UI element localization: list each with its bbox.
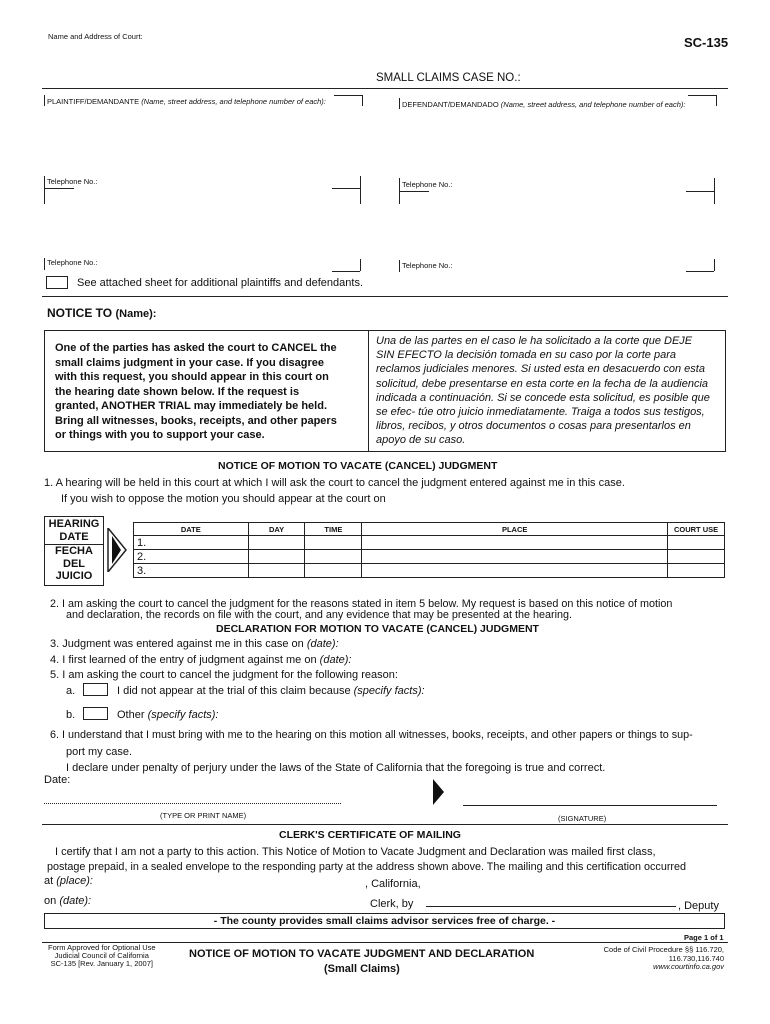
plaintiff-corner-h [334, 95, 362, 96]
tel4-bracket [399, 260, 400, 272]
header-bottom-divider [42, 296, 728, 297]
notice-spanish-line: libros, recibos, y otros documentos o cosas para presentarlos en [376, 420, 691, 433]
court-use-cell [668, 550, 725, 564]
tel2-bracket [44, 258, 45, 270]
defendant-title: DEFENDANT/DEMANDADO [402, 100, 499, 109]
plaintiff-title: PLAINTIFF/DEMANDANTE [47, 97, 140, 106]
day-cell[interactable] [248, 550, 305, 564]
at-label: at [44, 875, 54, 887]
plaintiff-hint: (Name, street address, and telephone number of each): [141, 97, 326, 106]
time-cell[interactable] [305, 536, 362, 550]
clerk-line-2: postage prepaid, in a sealed envelope to the responding party at the address shown above. The mailing and this certification occurred [47, 861, 687, 873]
motion-item-1: 1. A hearing will be held in this court at which I will ask the court to cancel the judgment entered against me in this case. [44, 477, 625, 489]
time-cell[interactable] [305, 550, 362, 564]
page-number: Page 1 of 1 [684, 933, 724, 942]
tel1-line [44, 188, 74, 189]
hearing-label: HEARING [48, 518, 100, 530]
date-hint: (date): [59, 895, 92, 907]
clerk-by-label: Clerk, by [370, 898, 414, 910]
attached-sheet-label: See attached sheet for additional plaintiffs and defendants. [77, 277, 364, 289]
declaration-item-5: 5. I am asking the court to cancel the judgment for the following reason: [50, 669, 398, 681]
item5b-text: Other [117, 709, 145, 721]
tel1-bracket [44, 176, 45, 204]
notice-spanish-line: indicada a continuación. Si se concede esta solicitud, es posible que [376, 391, 710, 404]
notice-to [47, 306, 156, 320]
notice-english-line: One of the parties has asked the court to CANCEL the [55, 342, 337, 354]
tel3-corner-h [686, 191, 714, 192]
table-row [134, 536, 725, 550]
tel3-corner-v [714, 178, 715, 204]
advisor-text: - The county provides small claims advisor services free of charge. - [213, 915, 556, 927]
item4-hint: (date): [319, 654, 352, 666]
case-no-label: SMALL CLAIMS CASE NO.: [376, 72, 521, 84]
tel2-corner-v [360, 259, 361, 271]
header-divider [42, 88, 728, 89]
clerk-line-1: I certify that I am not a party to this action. This Notice of Motion to Vacate Judgment and Declaration was mailed first class, [55, 846, 656, 858]
motion-item-2a: 2. I am asking the court to cancel the judgment for the reasons stated in item 5 below. My request is based on this notice of motion [50, 598, 673, 610]
row-number[interactable]: 2. [134, 550, 249, 564]
notice-english-line: the hearing date shown below. If the request is [55, 385, 300, 398]
declaration-item-3 [50, 638, 339, 650]
col-date: DATE [134, 523, 249, 536]
notice-to-name: (Name): [115, 308, 157, 320]
notice-spanish-line: solicitud, debe presentarse en esta corte en la fecha de la audiencia [376, 377, 709, 390]
col-time: TIME [305, 523, 362, 536]
declaration-divider [42, 824, 728, 825]
court-use-cell [668, 564, 725, 578]
item5a [117, 685, 425, 697]
clerk-signature-line[interactable] [426, 906, 676, 907]
hearing-date-box [44, 516, 104, 586]
notice-to-label: NOTICE TO [47, 306, 113, 320]
notice-english-line: or things with you to support your case. [55, 429, 265, 441]
date-label: Date: [44, 774, 71, 786]
item5b-hint: (specify facts): [147, 709, 219, 721]
motion-title: NOTICE OF MOTION TO VACATE (CANCEL) JUDGMENT [218, 460, 498, 472]
tel2-corner-h [332, 271, 360, 272]
notice-box-divider [368, 331, 369, 451]
col-court-use: COURT USE [668, 523, 725, 536]
notice-english-line: granted, ANOTHER TRIAL may immediately be held. [55, 400, 327, 412]
defendant-corner-h [688, 95, 716, 96]
attached-sheet-checkbox[interactable] [46, 276, 68, 289]
item3-text: 3. Judgment was entered against me in this case on [50, 638, 304, 650]
fecha-label: JUICIO [55, 570, 93, 583]
row-number[interactable]: 3. [134, 564, 249, 578]
code-line: Code of Civil Procedure §§ 116.720, [603, 945, 724, 954]
perjury-statement: I declare under penalty of perjury under the laws of the State of California that the foregoing is true and correct. [66, 762, 606, 774]
form-number: SC-135 [684, 35, 729, 50]
telephone-label: Telephone No.: [47, 177, 98, 186]
declaration-item-6a: 6. I understand that I must bring with me to the hearing on this motion all witnesses, books, receipts, and other papers or things to sup- [50, 729, 693, 741]
website-link[interactable]: www.courtinfo.ca.gov [653, 962, 724, 971]
table-row [134, 550, 725, 564]
item5a-letter: a. [66, 685, 76, 697]
place-cell[interactable] [362, 564, 668, 578]
california-label: , California, [365, 878, 421, 890]
code-line: 116.730,116.740 [668, 953, 724, 963]
approved-line: SC-135 [Rev. January 1, 2007] [50, 959, 153, 968]
arrow-icon [106, 528, 128, 572]
deputy-label: , Deputy [678, 900, 719, 912]
tel4-corner-v [714, 259, 715, 271]
telephone-label: Telephone No.: [402, 261, 453, 270]
court-use-cell [668, 536, 725, 550]
col-day: DAY [248, 523, 305, 536]
item4-text: 4. I first learned of the entry of judgment against me on [50, 654, 317, 666]
defendant-hint: (Name, street address, and telephone number of each): [500, 100, 686, 109]
item3-hint: (date): [306, 638, 339, 650]
item5b [117, 709, 218, 721]
notice-spanish-line: SIN EFECTO la decisión tomada en su caso por la corte para [376, 349, 676, 362]
tel3-line [399, 191, 429, 192]
notice-spanish-line: Una de las partes en el caso le ha solicitado a la corte que DEJE [376, 335, 693, 347]
defendant-corner-v [716, 95, 717, 106]
notice-spanish [376, 334, 710, 448]
defendant-bracket [399, 98, 400, 109]
place-cell[interactable] [362, 536, 668, 550]
plaintiff-label [47, 97, 326, 106]
hearing-table [133, 522, 725, 578]
notice-spanish-line: apoyo de su caso. [376, 434, 466, 447]
clerk-place [44, 875, 93, 887]
item5a-checkbox[interactable] [83, 683, 108, 696]
type-name-caption: (TYPE OR PRINT NAME) [160, 811, 247, 820]
place-cell[interactable] [362, 550, 668, 564]
notice-spanish-line: reclamos judiciales menores. Si usted esta en desacuerdo con esta [376, 363, 705, 376]
code-reference [604, 946, 724, 972]
telephone-label: Telephone No.: [47, 258, 98, 267]
declaration-title: DECLARATION FOR MOTION TO VACATE (CANCEL) JUDGMENT [216, 623, 539, 635]
motion-item-1b: If you wish to oppose the motion you should appear at the court on [61, 493, 386, 505]
tel1-corner-h [332, 188, 360, 189]
tel1-corner-v [360, 176, 361, 204]
time-cell[interactable] [305, 564, 362, 578]
day-cell[interactable] [248, 536, 305, 550]
notice-spanish-line: se efec- túe otro juicio inmediatamente. Traiga a todos sus testigos, [376, 406, 705, 419]
court-name-label: Name and Address of Court: [48, 32, 143, 41]
declaration-item-4 [50, 654, 351, 666]
fecha-label: FECHA [45, 544, 103, 558]
notice-english-line: with this request, you should appear in this court on [55, 371, 329, 383]
plaintiff-bracket [44, 95, 45, 106]
col-place: PLACE [362, 523, 668, 536]
footer-title: NOTICE OF MOTION TO VACATE JUDGMENT AND DECLARATION [189, 948, 535, 960]
clerk-date [44, 895, 91, 907]
approved-line: Form Approved for Optional Use [48, 943, 156, 952]
item5a-hint: (specify facts): [353, 685, 425, 697]
row-number[interactable]: 1. [134, 536, 249, 550]
signature-line[interactable] [463, 805, 717, 806]
hearing-label: DATE [59, 530, 89, 543]
day-cell[interactable] [248, 564, 305, 578]
item5a-text: I did not appear at the trial of this claim because [117, 685, 351, 697]
form-approved [48, 944, 156, 968]
defendant-label [402, 100, 685, 109]
print-name-line[interactable] [44, 803, 341, 804]
place-hint: (place): [56, 875, 93, 887]
plaintiff-corner-v [362, 95, 363, 106]
item5b-letter: b. [66, 709, 76, 721]
telephone-label: Telephone No.: [402, 180, 453, 189]
on-label: on [44, 895, 57, 907]
motion-item-2b: and declaration, the records on file with the court, and any evidence that may be presented at the hearing. [66, 609, 572, 621]
fecha-label: DEL [63, 557, 85, 570]
tel4-corner-h [686, 271, 714, 272]
approved-line: Judicial Council of California [54, 951, 149, 960]
notice-english [55, 341, 337, 443]
signature-caption: (SIGNATURE) [558, 814, 607, 823]
clerk-title: CLERK'S CERTIFICATE OF MAILING [279, 829, 461, 841]
notice-english-line: small claims judgment in your case. If you disagree [55, 356, 324, 369]
table-row [134, 564, 725, 578]
footer-subtitle: (Small Claims) [324, 963, 400, 975]
arrow-icon [433, 779, 445, 805]
declaration-item-6b: port my case. [66, 746, 133, 758]
notice-english-line: Bring all witnesses, books, receipts, and other papers [55, 414, 337, 427]
advisor-banner [44, 913, 725, 929]
item5b-checkbox[interactable] [83, 707, 108, 720]
